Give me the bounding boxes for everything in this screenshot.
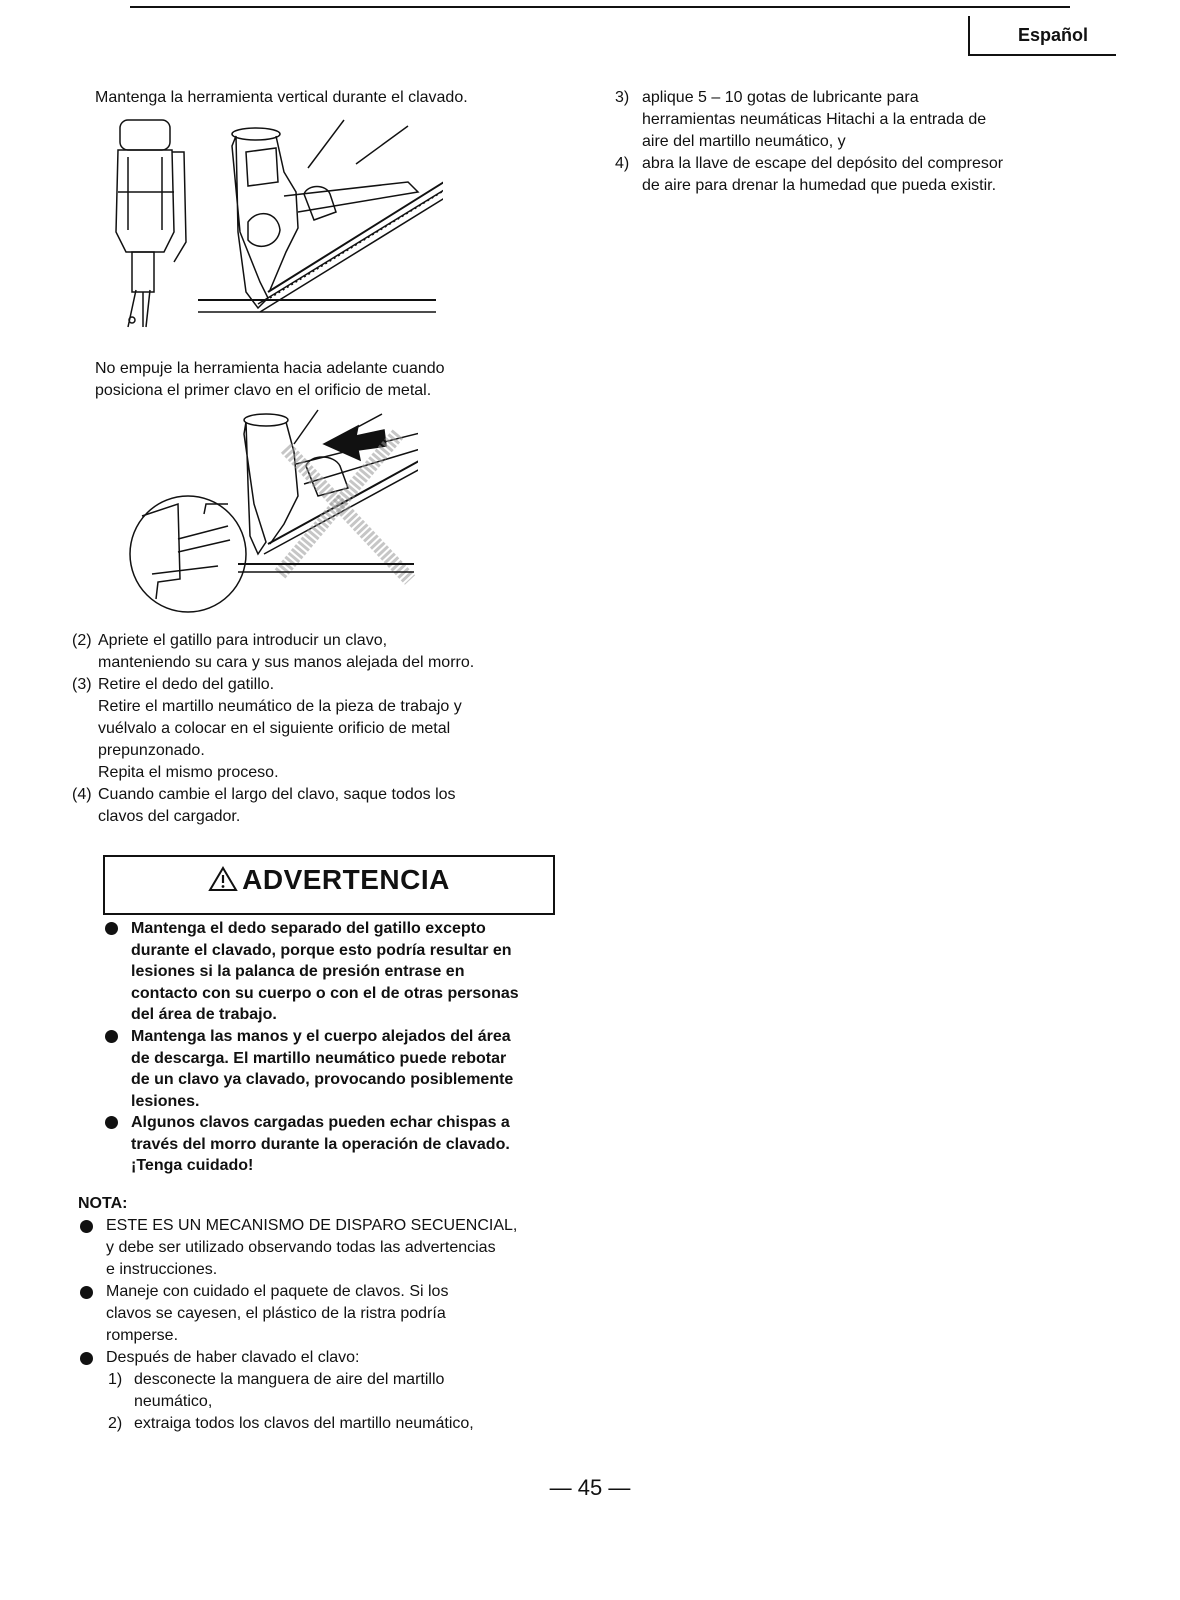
step-number: (2) [72,632,92,649]
warning-bullet-1-line4: contacto con su cuerpo o con el de otras personas [131,984,519,1002]
step-3-line3: vuélvalo a colocar en el siguiente orificio de metal [98,720,451,737]
warning-bullet-3-line2: través del morro durante la operación de clavado. [131,1135,510,1153]
right-step-3-line1: aplique 5 – 10 gotas de lubricante para [642,89,919,106]
caption-no-push-line2: posiciona el primer clavo en el orificio de metal. [95,382,432,399]
note-bullet-2-line3: romperse. [106,1327,179,1344]
bullet-dot [105,1116,118,1129]
warning-heading [105,864,553,896]
language-tab [968,16,1116,56]
nailer-no-push-illustration [118,404,418,616]
note-bullet-3-line1: Después de haber clavado el clavo: [106,1349,360,1366]
note-substep-1-line2: neumático, [134,1393,213,1410]
language-label: Español [1017,25,1088,45]
page-number: — 45 — [549,1475,631,1500]
warning-title: ADVERTENCIA [242,864,450,895]
step-number: (3) [72,676,92,693]
note-label: NOTA: [78,1195,128,1212]
step-4-line2: clavos del cargador. [98,808,241,825]
bullet-dot [80,1220,93,1233]
warning-box [103,855,555,915]
note-bullet-2-line2: clavos se cayesen, el plástico de la ristra podría [106,1305,446,1322]
nailer-vertical-illustration [108,112,443,332]
step-number: (4) [72,786,92,803]
warning-bullet-1-line3: lesiones si la palanca de presión entrase en [131,963,465,980]
right-step-3-line2: herramientas neumáticas Hitachi a la entrada de [642,111,987,128]
note-substep-2-line1: extraiga todos los clavos del martillo neumático, [134,1415,474,1432]
bullet-dot [80,1352,93,1365]
note-bullet-1-line3: e instrucciones. [106,1261,218,1278]
caption-vertical: Mantenga la herramienta vertical durante el clavado. [95,89,468,106]
warning-bullet-2-line2: de descarga. El martillo neumático puede rebotar [131,1049,507,1067]
warning-bullet-2-line1: Mantenga las manos y el cuerpo alejados del área [131,1028,511,1045]
caption-no-push-line1: No empuje la herramienta hacia adelante cuando [95,360,445,377]
bullet-dot [105,1030,118,1043]
warning-bullet-2-line3: de un clavo ya clavado, provocando posiblemente [131,1071,514,1088]
step-number: 4) [615,155,630,172]
note-substep-1-line1: desconecte la manguera de aire del martillo [134,1371,445,1388]
step-2-line2: manteniendo su cara y sus manos alejada del morro. [98,654,475,671]
warning-bullet-3-line3: ¡Tenga cuidado! [131,1157,254,1174]
top-rule [130,6,1070,8]
substep-number: 1) [108,1371,123,1388]
step-3-line2: Retire el martillo neumático de la pieza de trabajo y [98,698,462,715]
right-step-4-line2: de aire para drenar la humedad que pueda existir. [642,177,997,194]
warning-bullet-1-line2: durante el clavado, porque esto podría resultar en [131,941,512,959]
step-2-line1: Apriete el gatillo para introducir un clavo, [98,632,388,649]
right-step-3-line3: aire del martillo neumático, y [642,133,846,150]
note-bullet-2-line1: Maneje con cuidado el paquete de clavos. Si los [106,1283,449,1300]
warning-bullet-2-line4: lesiones. [131,1092,200,1110]
right-step-4-line1: abra la llave de escape del depósito del compresor [642,155,1004,172]
warning-triangle-icon [208,866,238,892]
step-3-line5: Repita el mismo proceso. [98,764,279,781]
step-3-line4: prepunzonado. [98,742,205,759]
warning-bullet-1-line1: Mantenga el dedo separado del gatillo excepto [131,920,486,937]
bullet-dot [80,1286,93,1299]
warning-bullet-1-line5: del área de trabajo. [131,1006,277,1023]
step-number: 3) [615,89,630,106]
note-bullet-1-line1: ESTE ES UN MECANISMO DE DISPARO SECUENCIAL, [106,1217,518,1234]
warning-bullet-3-line1: Algunos clavos cargadas pueden echar chispas a [131,1114,510,1131]
step-4-line1: Cuando cambie el largo del clavo, saque todos los [98,786,456,803]
step-3-line1: Retire el dedo del gatillo. [98,676,275,693]
bullet-dot [105,922,118,935]
note-bullet-1-line2: y debe ser utilizado observando todas las advertencias [106,1239,496,1256]
substep-number: 2) [108,1415,123,1432]
